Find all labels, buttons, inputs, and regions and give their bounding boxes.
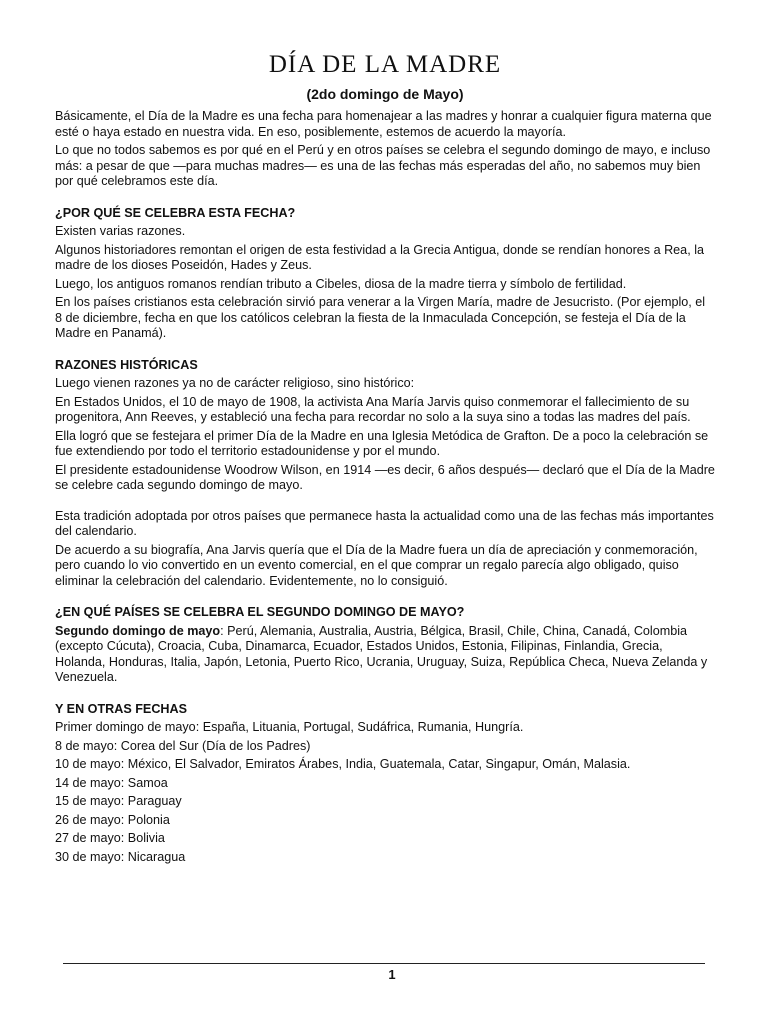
list-item: 27 de mayo: Bolivia bbox=[55, 831, 165, 845]
section3-paragraph bbox=[55, 624, 715, 686]
intro-paragraph-1: Básicamente, el Día de la Madre es una fecha para homenajear a las madres y honrar a cualquier figura materna que esté o haya estado en nuestra vida. En eso, posiblemente, estemos de acuerdo la mayoría. bbox=[55, 109, 712, 139]
section2-paragraph-4: El presidente estadounidense Woodrow Wilson, en 1914 —es decir, 6 años después— declaró que el Día de la Madre se celebre cada segundo domingo de mayo. bbox=[55, 462, 715, 492]
section2-paragraph-1: Luego vienen razones ya no de carácter religioso, sino histórico: bbox=[55, 376, 415, 390]
document-page bbox=[55, 50, 715, 868]
list-item: 30 de mayo: Nicaragua bbox=[55, 849, 186, 864]
section2-paragraph-6: De acuerdo a su biografía, Ana Jarvis quería que el Día de la Madre fuera un día de apreciación y conmemoración, pero cuando lo vio convertido en un evento comercial, en el que comprar un regalo parecía algo obligado, quiso eliminar la celebración del calendario. Evidentemente, no lo consiguió. bbox=[55, 542, 698, 588]
page-number: 1 bbox=[388, 967, 396, 982]
section1-paragraph-3: Luego, los antiguos romanos rendían tributo a Cibeles, diosa de la madre tierra y símbolo de fertilidad. bbox=[55, 276, 627, 291]
list-item: 26 de mayo: Polonia bbox=[55, 812, 170, 827]
section3-countries: : Perú, Alemania, Australia, Austria, Bélgica, Brasil, Chile, China, Canadá, Colombia (excepto Cúcuta), Croacia, Cuba, Dinamarca, Ecuador, Estados Unidos, Estonia, Filipinas, Finlandia, Grecia, Holanda, Honduras, Italia, Japón, Letonia, Puerto Rico, Ucrania, Uruguay, Suiza, República Checa, Nueva Zelanda y Venezuela. bbox=[55, 623, 708, 684]
document-title: DÍA DE LA MADRE bbox=[268, 51, 502, 78]
list-item: Primer domingo de mayo: España, Lituania, Portugal, Sudáfrica, Rumania, Hungría. bbox=[55, 720, 524, 734]
section-heading-other-dates: Y EN OTRAS FECHAS bbox=[55, 701, 188, 716]
footer-divider bbox=[63, 963, 705, 964]
document-subtitle: (2do domingo de Mayo) bbox=[306, 86, 464, 102]
section1-paragraph-2: Algunos historiadores remontan el origen de esta festividad a la Grecia Antigua, donde se rendían honores a Rea, la madre de los dioses Poseidón, Hades y Zeus. bbox=[55, 242, 704, 272]
list-item: 15 de mayo: Paraguay bbox=[55, 794, 182, 808]
section2-paragraph-5: Esta tradición adoptada por otros países que permanece hasta la actualidad como una de las fechas más importantes del calendario. bbox=[55, 508, 714, 538]
section1-paragraph-1: Existen varias razones. bbox=[55, 224, 186, 238]
section3-lead: Segundo domingo de mayo bbox=[55, 623, 221, 638]
section2-paragraph-3: Ella logró que se festejara el primer Día de la Madre en una Iglesia Metódica de Grafton. De a poco la celebración se fue extendiendo por todo el territorio estadounidense y por el mundo. bbox=[55, 428, 709, 458]
section1-paragraph-4: En los países cristianos esta celebración sirvió para venerar a la Virgen María, madre de Jesucristo. (Por ejemplo, el 8 de diciembre, fecha en que los católicos celebran la fiesta de la Inmaculada Concepción, se festeja el Día de la Madre en Panamá). bbox=[55, 295, 706, 340]
section-heading-historical: RAZONES HISTÓRICAS bbox=[55, 357, 198, 372]
list-item: 8 de mayo: Corea del Sur (Día de los Padres) bbox=[55, 738, 311, 753]
section-heading-countries: ¿EN QUÉ PAÍSES SE CELEBRA EL SEGUNDO DOMINGO DE MAYO? bbox=[55, 605, 465, 619]
list-item: 10 de mayo: México, El Salvador, Emiratos Árabes, India, Guatemala, Catar, Singapur, Omán, Malasia. bbox=[55, 757, 631, 771]
section2-paragraph-2: En Estados Unidos, el 10 de mayo de 1908, la activista Ana María Jarvis quiso conmemorar el fallecimiento de su progenitora, Ann Reeves, y estableció una fecha para recordar no solo a la suya sino a todas las madres del país. bbox=[55, 394, 691, 424]
list-item: 14 de mayo: Samoa bbox=[55, 775, 168, 790]
intro-paragraph-2: Lo que no todos sabemos es por qué en el Perú y en otros países se celebra el segundo domingo de mayo, e incluso más: a pesar de que —para muchas madres— es una de las fechas más esperadas del año, no sabemos muy bien por qué celebramos este día. bbox=[55, 143, 711, 188]
paragraph-gap bbox=[55, 497, 715, 509]
section-heading-why: ¿POR QUÉ SE CELEBRA ESTA FECHA? bbox=[55, 205, 296, 220]
